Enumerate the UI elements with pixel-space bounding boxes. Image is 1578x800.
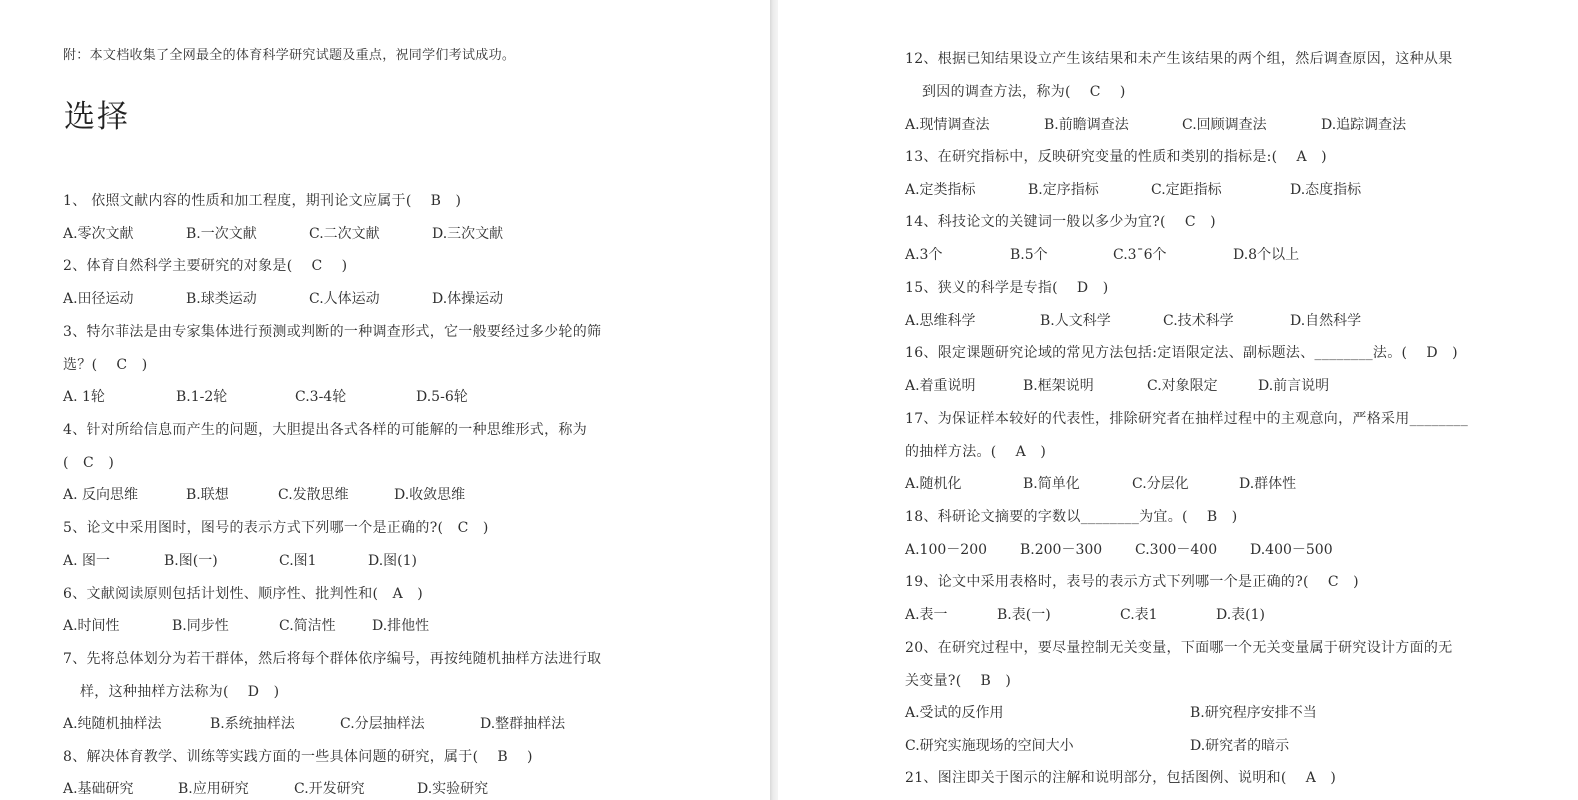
question-text: 17、为保证样本较好的代表性，排除研究者在抽样过程中的主观意向，严格采用________ [905, 411, 1469, 427]
option: A.100－200 [905, 542, 988, 558]
option: C.回顾调查法 [1182, 117, 1267, 133]
option: B.图(一) [164, 553, 218, 569]
option: A.定类指标 [905, 182, 976, 198]
page-gutter [770, 0, 778, 800]
question-text: 1、 依照文献内容的性质和加工程度，期刊论文应属于( B ) [63, 193, 462, 209]
option: B.表(一) [997, 607, 1051, 623]
question-text-cont: 关变量?( B ) [905, 673, 1012, 689]
option: A.零次文献 [63, 226, 134, 242]
document-page-left [0, 0, 770, 800]
section-heading: 选择 [64, 99, 130, 135]
question-text-cont: 到因的调查方法，称为( C ) [922, 84, 1126, 100]
question-text: 4、针对所给信息而产生的问题，大胆提出各式各样的可能解的一种思维形式，称为 [63, 422, 588, 438]
option: D.整群抽样法 [480, 716, 566, 732]
option: A.思维科学 [905, 313, 976, 329]
option: B.200－300 [1020, 542, 1103, 558]
option: A.着重说明 [905, 378, 976, 394]
question-text-cont: ( C ) [63, 455, 115, 471]
question-text: 7、先将总体划分为若干群体，然后将每个群体依序编号，再按纯随机抽样方法进行取 [63, 651, 602, 667]
option: A.纯随机抽样法 [63, 716, 162, 732]
option: A. 图一 [63, 553, 111, 569]
option: B.联想 [186, 487, 229, 503]
question-text: 21、图注即关于图示的注解和说明部分，包括图例、说明和( A ) [905, 770, 1337, 786]
question-text: 8、解决体育教学、训练等实践方面的一些具体问题的研究，属于( B ) [63, 749, 533, 765]
question-text: 18、科研论文摘要的字数以________为宜。( B ) [905, 509, 1238, 525]
option: B.5个 [1010, 247, 1048, 263]
option: C.图1 [279, 553, 317, 569]
option: C.发散思维 [278, 487, 349, 503]
option: A.3个 [905, 247, 943, 263]
option: B.同步性 [172, 618, 229, 634]
option: B.系统抽样法 [210, 716, 295, 732]
option: D.表(1) [1216, 607, 1266, 623]
option: B.前瞻调查法 [1044, 117, 1129, 133]
option: A.时间性 [63, 618, 120, 634]
question-text: 6、文献阅读原则包括计划性、顺序性、批判性和( A ) [63, 586, 424, 602]
option: C.简洁性 [279, 618, 336, 634]
option: D.群体性 [1239, 476, 1297, 492]
option: D.研究者的暗示 [1190, 738, 1290, 754]
question-text-cont: 选？( C ) [63, 357, 148, 373]
option: B.球类运动 [186, 291, 257, 307]
question-text: 14、科技论文的关键词一般以多少为宜?( C ) [905, 214, 1216, 230]
option: C.定距指标 [1151, 182, 1222, 198]
option: C.表1 [1120, 607, 1158, 623]
question-text: 12、根据已知结果设立产生该结果和未产生该结果的两个组，然后调查原因，这种从果 [905, 51, 1453, 67]
option: C.3¯6个 [1113, 247, 1167, 263]
question-text-cont: 样，这种抽样方法称为( D ) [80, 684, 280, 700]
question-text: 20、在研究过程中，要尽量控制无关变量，下面哪一个无关变量属于研究设计方面的无 [905, 640, 1453, 656]
question-text-cont: 的抽样方法。( A ) [905, 444, 1047, 460]
question-text: 16、限定课题研究论域的常见方法包括:定语限定法、副标题法、________法。( D ) [905, 345, 1458, 361]
option: D.排他性 [372, 618, 430, 634]
question-text: 5、论文中采用图时，图号的表示方式下列哪一个是正确的?( C ) [63, 520, 489, 536]
option: D.400－500 [1250, 542, 1333, 558]
option: D.实验研究 [417, 781, 489, 797]
question-text: 2、体育自然科学主要研究的对象是( C ) [63, 258, 348, 274]
question-text: 19、论文中采用表格时，表号的表示方式下列哪一个是正确的?( C ) [905, 574, 1359, 590]
option: C.分层抽样法 [340, 716, 425, 732]
option: D.态度指标 [1290, 182, 1362, 198]
option: B.框架说明 [1023, 378, 1094, 394]
option: C.3-4轮 [295, 389, 347, 405]
option: A.表一 [905, 607, 948, 623]
option: C.人体运动 [309, 291, 380, 307]
option: C.开发研究 [294, 781, 365, 797]
option: C.对象限定 [1147, 378, 1218, 394]
option: A.随机化 [905, 476, 962, 492]
option: D.图(1) [368, 553, 418, 569]
question-text: 13、在研究指标中，反映研究变量的性质和类别的指标是:( A ) [905, 149, 1327, 165]
option: B.研究程序安排不当 [1190, 705, 1317, 721]
option: C.二次文献 [309, 226, 380, 242]
option: A.现情调查法 [905, 117, 990, 133]
option: B.1-2轮 [176, 389, 228, 405]
option: D.体操运动 [432, 291, 504, 307]
option: C.技术科学 [1163, 313, 1234, 329]
option: D.三次文献 [432, 226, 504, 242]
document-note: 附：本文档收集了全网最全的体育科学研究试题及重点，祝同学们考试成功。 [63, 48, 516, 63]
option: D.自然科学 [1290, 313, 1362, 329]
option: D.5-6轮 [416, 389, 468, 405]
option: D.8个以上 [1233, 247, 1300, 263]
option: C.分层化 [1132, 476, 1189, 492]
option: C.300－400 [1135, 542, 1218, 558]
option: B.简单化 [1023, 476, 1080, 492]
option: B.一次文献 [186, 226, 257, 242]
option: D.前言说明 [1258, 378, 1330, 394]
option: B.人文科学 [1040, 313, 1111, 329]
option: B.定序指标 [1028, 182, 1099, 198]
option: A. 1轮 [63, 389, 105, 405]
option: C.研究实施现场的空间大小 [905, 738, 1074, 754]
option: D.收敛思维 [394, 487, 466, 503]
document-page-right [778, 0, 1578, 800]
option: A.受试的反作用 [905, 705, 1004, 721]
question-text: 15、狭义的科学是专指( D ) [905, 280, 1109, 296]
option: A.基础研究 [63, 781, 134, 797]
option: D.追踪调查法 [1321, 117, 1407, 133]
question-text: 3、特尔菲法是由专家集体进行预测或判断的一种调查形式，它一般要经过多少轮的筛 [63, 324, 602, 340]
option: B.应用研究 [178, 781, 249, 797]
option: A.田径运动 [63, 291, 134, 307]
option: A. 反向思维 [63, 487, 139, 503]
